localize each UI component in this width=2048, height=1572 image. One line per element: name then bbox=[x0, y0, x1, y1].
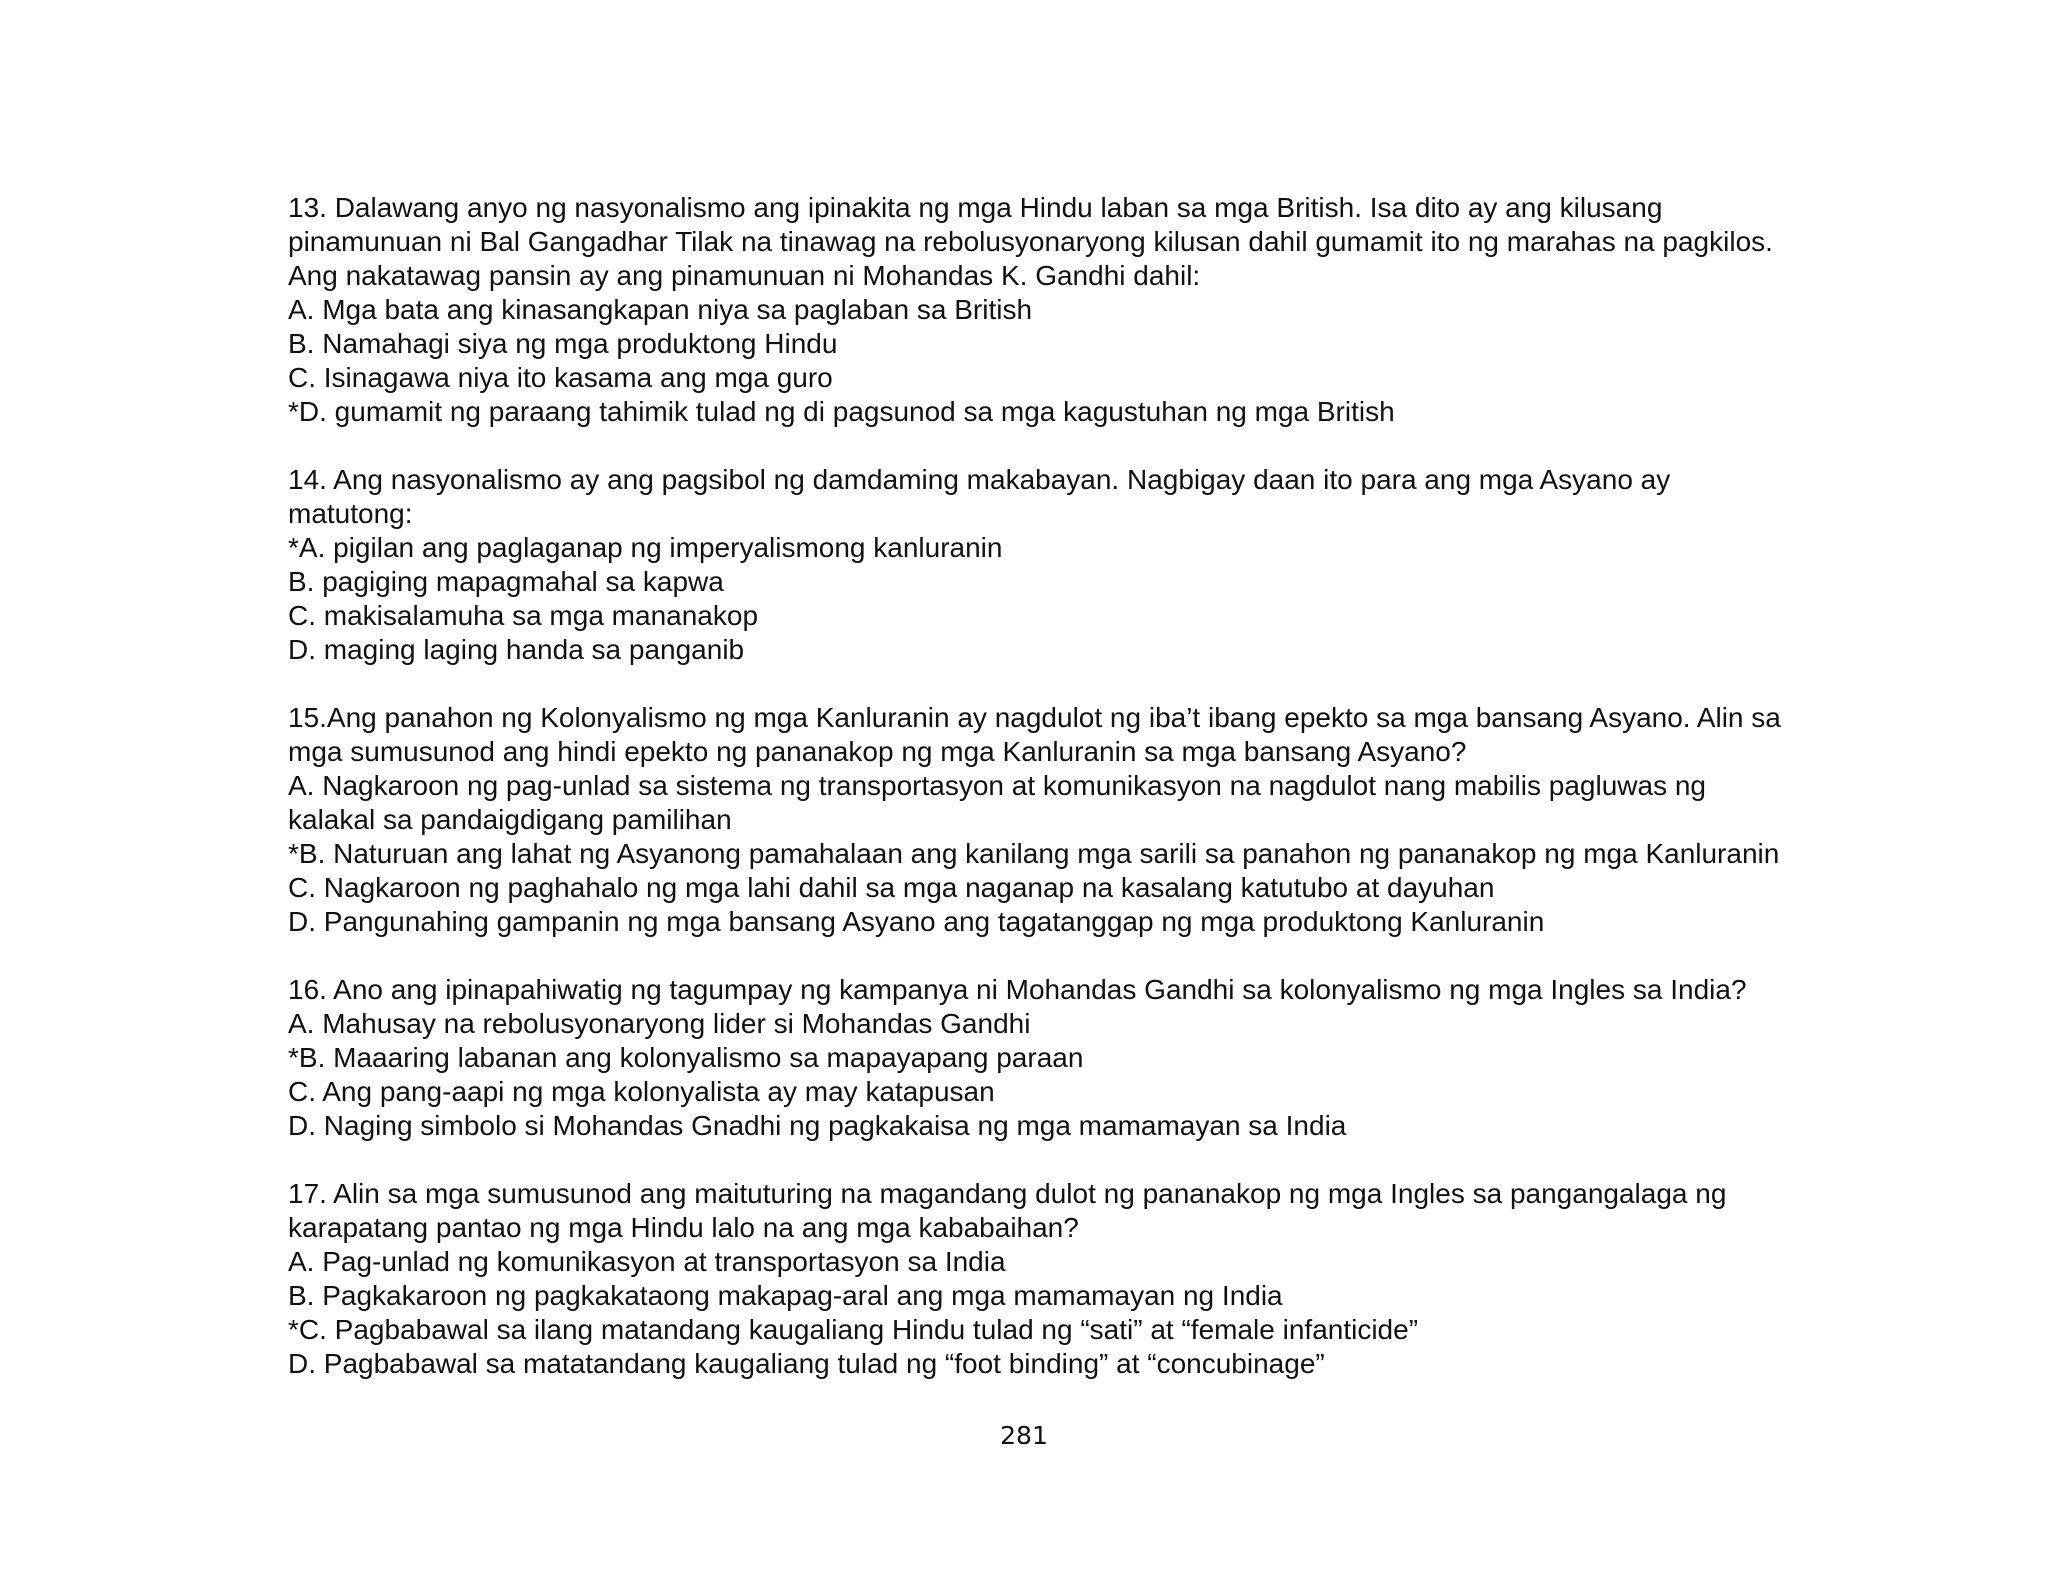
answer-choice: C. Isinagawa niya ito kasama ang mga guro bbox=[288, 362, 833, 393]
answer-choice: C. Nagkaroon ng paghahalo ng mga lahi dahil sa mga naganap na kasalang katutubo at dayuhan bbox=[288, 872, 1495, 903]
question-stem-line: 13. Dalawang anyo ng nasyonalismo ang ipinakita ng mga Hindu laban sa mga British. Isa dito ay ang kilusang bbox=[288, 192, 1663, 223]
answer-choice: B. pagiging mapagmahal sa kapwa bbox=[288, 566, 724, 597]
answer-choice: A. Mga bata ang kinasangkapan niya sa paglaban sa British bbox=[288, 294, 1033, 325]
answer-choice: C. makisalamuha sa mga mananakop bbox=[288, 600, 759, 631]
page-number: 281 bbox=[1000, 1421, 1048, 1450]
question-block bbox=[288, 463, 1908, 667]
answer-choice: A. Pag-unlad ng komunikasyon at transportasyon sa India bbox=[288, 1246, 1006, 1277]
answer-choice: kalakal sa pandaigdigang pamilihan bbox=[288, 804, 732, 835]
question-stem-line: 14. Ang nasyonalismo ay ang pagsibol ng damdaming makabayan. Nagbigay daan ito para ang mga Asyano ay bbox=[288, 464, 1671, 495]
question-stem-line: karapatang pantao ng mga Hindu lalo na ang mga kababaihan? bbox=[288, 1212, 1079, 1243]
answer-choice: B. Pagkakaroon ng pagkakataong makapag-aral ang mga mamamayan ng India bbox=[288, 1280, 1283, 1311]
question-list bbox=[288, 191, 1908, 1415]
question-stem-line: 16. Ano ang ipinapahiwatig ng tagumpay ng kampanya ni Mohandas Gandhi sa kolonyalismo ng mga Ingles sa India? bbox=[288, 974, 1747, 1005]
answer-choice: D. Pangunahing gampanin ng mga bansang Asyano ang tagatanggap ng mga produktong Kanluranin bbox=[288, 906, 1545, 937]
answer-choice: *C. Pagbabawal sa ilang matandang kaugaliang Hindu tulad ng “sati” at “female infanticide” bbox=[288, 1314, 1419, 1345]
question-stem-line: matutong: bbox=[288, 498, 413, 529]
question-block bbox=[288, 1177, 1908, 1381]
question-stem-line: 15.Ang panahon ng Kolonyalismo ng mga Kanluranin ay nagdulot ng iba’t ibang epekto sa mga bansang Asyano. Alin sa bbox=[288, 702, 1781, 733]
answer-choice: *A. pigilan ang paglaganap ng imperyalismong kanluranin bbox=[288, 532, 1003, 563]
answer-choice: A. Mahusay na rebolusyonaryong lider si Mohandas Gandhi bbox=[288, 1008, 1031, 1039]
question-block bbox=[288, 701, 1908, 939]
answer-choice: D. Naging simbolo si Mohandas Gnadhi ng pagkakaisa ng mga mamamayan sa India bbox=[288, 1110, 1347, 1141]
answer-choice: *B. Naturuan ang lahat ng Asyanong pamahalaan ang kanilang mga sarili sa panahon ng pananakop ng mga Kanluranin bbox=[288, 838, 1780, 869]
question-stem-line: Ang nakatawag pansin ay ang pinamunuan ni Mohandas K. Gandhi dahil: bbox=[288, 260, 1201, 291]
answer-choice: *D. gumamit ng paraang tahimik tulad ng di pagsunod sa mga kagustuhan ng mga British bbox=[288, 396, 1395, 427]
question-block bbox=[288, 973, 1908, 1143]
answer-choice: D. Pagbabawal sa matatandang kaugaliang tulad ng “foot binding” at “concubinage” bbox=[288, 1348, 1325, 1379]
question-block bbox=[288, 191, 1908, 429]
answer-choice: *B. Maaaring labanan ang kolonyalismo sa mapayapang paraan bbox=[288, 1042, 1084, 1073]
question-stem-line: 17. Alin sa mga sumusunod ang maituturing na magandang dulot ng pananakop ng mga Ingles sa pangangalaga ng bbox=[288, 1178, 1727, 1209]
question-stem-line: mga sumusunod ang hindi epekto ng pananakop ng mga Kanluranin sa mga bansang Asyano? bbox=[288, 736, 1467, 767]
answer-choice: D. maging laging handa sa panganib bbox=[288, 634, 745, 665]
answer-choice: C. Ang pang-aapi ng mga kolonyalista ay may katapusan bbox=[288, 1076, 995, 1107]
answer-choice: B. Namahagi siya ng mga produktong Hindu bbox=[288, 328, 838, 359]
answer-choice: A. Nagkaroon ng pag-unlad sa sistema ng transportasyon at komunikasyon na nagdulot nang mabilis pagluwas ng bbox=[288, 770, 1706, 801]
question-stem-line: pinamunuan ni Bal Gangadhar Tilak na tinawag na rebolusyonaryong kilusan dahil gumamit ito ng marahas na pagkilos. bbox=[288, 226, 1773, 257]
